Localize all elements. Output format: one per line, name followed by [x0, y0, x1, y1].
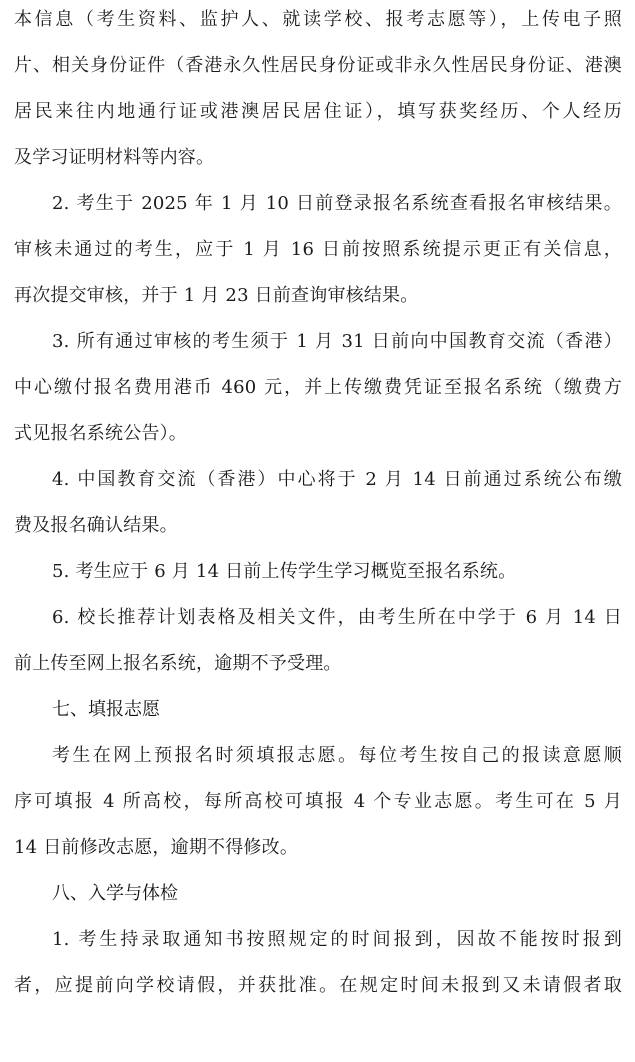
section7-line-2: 序可填报 4 所高校，每所高校可填报 4 个专业志愿。考生可在 5 月	[14, 791, 622, 812]
item4-line-1: 4. 中国教育交流（香港）中心将于 2 月 14 日前通过系统公布缴	[52, 469, 622, 490]
section8-line-2: 者，应提前向学校请假，并获批准。在规定时间未报到又未请假者取	[14, 975, 622, 996]
item3-line-1: 3. 所有通过审核的考生须于 1 月 31 日前向中国教育交流（香港）	[52, 331, 622, 352]
item6-line-2: 前上传至网上报名系统，逾期不予受理。	[14, 653, 342, 674]
intro-line-4: 及学习证明材料等内容。	[14, 147, 215, 168]
section-8-heading: 八、入学与体检	[52, 883, 178, 904]
item3-line-3: 式见报名系统公告）。	[14, 423, 187, 444]
section7-line-1: 考生在网上预报名时须填报志愿。每位考生按自己的报读意愿顺	[52, 745, 622, 766]
intro-line-2: 片、相关身份证件（香港永久性居民身份证或非永久性居民身份证、港澳	[14, 55, 622, 76]
intro-line-1: 本信息（考生资料、监护人、就读学校、报考志愿等），上传电子照	[14, 9, 622, 30]
section8-line-1: 1. 考生持录取通知书按照规定的时间报到，因故不能按时报到	[52, 929, 622, 950]
item6-line-1: 6. 校长推荐计划表格及相关文件，由考生所在中学于 6 月 14 日	[52, 607, 622, 628]
section-7-heading: 七、填报志愿	[52, 699, 160, 720]
item2-line-2: 审核未通过的考生，应于 1 月 16 日前按照系统提示更正有关信息，	[14, 239, 622, 260]
item5-line-1: 5. 考生应于 6 月 14 日前上传学生学习概览至报名系统。	[52, 561, 517, 582]
intro-line-3: 居民来往内地通行证或港澳居民居住证），填写获奖经历、个人经历	[14, 101, 622, 122]
item4-line-2: 费及报名确认结果。	[14, 515, 178, 536]
item3-line-2: 中心缴付报名费用港币 460 元，并上传缴费凭证至报名系统（缴费方	[14, 377, 622, 398]
item2-line-3: 再次提交审核，并于 1 月 23 日前查询审核结果。	[14, 285, 419, 306]
section7-line-3: 14 日前修改志愿，逾期不得修改。	[14, 837, 299, 858]
item2-line-1: 2. 考生于 2025 年 1 月 10 日前登录报名系统查看报名审核结果。	[52, 193, 622, 214]
